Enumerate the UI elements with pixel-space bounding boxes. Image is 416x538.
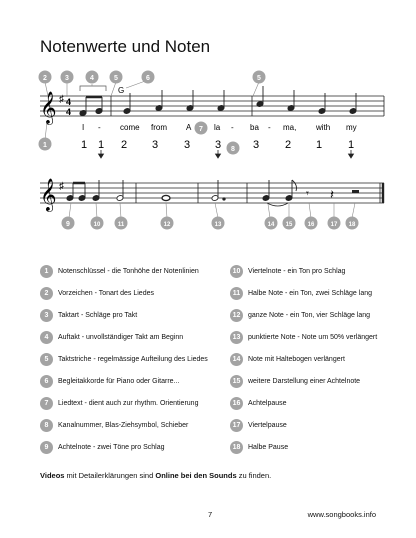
number-badge: 6 (40, 375, 53, 388)
number-badge: 15 (230, 375, 243, 388)
legend-item (230, 308, 370, 322)
svg-text:1: 1 (43, 142, 47, 149)
hole-number: 1 (316, 139, 323, 151)
callouts-line-2 (62, 217, 359, 230)
legend-text: Taktart - Schläge pro Takt (58, 311, 138, 319)
svg-text:3: 3 (65, 75, 69, 82)
treble-clef-icon: 𝄞 (40, 179, 57, 210)
measure-2-notes (256, 86, 357, 114)
callout-badge-14 (265, 217, 278, 230)
key-signature-sharp: ♯ (59, 94, 64, 105)
number-badge: 9 (40, 441, 53, 454)
svg-text:13: 13 (214, 222, 222, 228)
callout-badge-7 (39, 138, 52, 151)
number-badge: 8 (40, 419, 53, 432)
number-badge: 16 (230, 397, 243, 410)
lyric: I (82, 123, 85, 132)
number-badge: 11 (230, 287, 243, 300)
key-signature-sharp: ♯ (59, 181, 64, 192)
legend-item (40, 308, 137, 322)
legend-item (40, 352, 208, 366)
callout-badge-15 (283, 217, 296, 230)
number-badge: 18 (230, 441, 243, 454)
pickup-eighth-notes (79, 97, 103, 116)
svg-text:9: 9 (66, 221, 70, 228)
legend-item (40, 286, 154, 300)
svg-text:18: 18 (348, 222, 356, 228)
pickup-bracket (80, 86, 106, 91)
footnote (40, 471, 271, 480)
hole-number: 2 (285, 139, 292, 151)
harmonica-numbers (81, 139, 354, 151)
svg-text:5: 5 (114, 75, 118, 82)
svg-text:5: 5 (257, 75, 261, 82)
hole-number: 3 (215, 139, 222, 151)
legend-item (40, 264, 199, 278)
chord-symbol: G (118, 86, 125, 95)
number-badge: 4 (40, 331, 53, 344)
eighth-rest-icon: 𝄾 (306, 188, 309, 200)
footnote-videos: Videos (40, 471, 65, 480)
lyric: - (231, 123, 234, 132)
legend-text: Vorzeichen - Tonart des Liedes (58, 289, 154, 297)
legend-item (230, 418, 287, 432)
svg-text:6: 6 (146, 75, 150, 82)
lyric: with (316, 123, 331, 132)
svg-text:4: 4 (90, 75, 94, 82)
legend-text: Liedtext - dient auch zur rhythm. Orientierung (58, 399, 199, 407)
legend-text: Note mit Haltebogen verlängert (248, 355, 345, 363)
legend-item (40, 396, 198, 410)
lyric: my (346, 123, 357, 132)
legend-item (230, 330, 377, 344)
svg-text:14: 14 (267, 222, 275, 228)
hole-number: 2 (121, 139, 128, 151)
time-signature-top: 4 (66, 97, 72, 107)
number-badge: 12 (230, 309, 243, 322)
number-badge: 10 (230, 265, 243, 278)
legend-text: Taktstriche - regelmässige Aufteilung des Liedes (58, 355, 208, 363)
callout-badge-12 (161, 217, 174, 230)
legend-text: Viertelpause (248, 421, 287, 429)
hole-number: 3 (253, 139, 260, 151)
callout-badge-4 (110, 71, 123, 84)
lyric: - (268, 123, 271, 132)
legend-item (230, 396, 287, 410)
page-title: Notenwerte und Noten (40, 37, 211, 56)
callout-leaders-2 (69, 203, 355, 218)
svg-text:15: 15 (285, 222, 293, 228)
callout-badge-10 (91, 217, 104, 230)
svg-text:17: 17 (330, 222, 338, 228)
number-badge: 2 (40, 287, 53, 300)
callout-badge-13 (212, 217, 225, 230)
lyric: come (120, 123, 140, 132)
svg-text:7: 7 (199, 126, 203, 133)
number-badge: 5 (40, 353, 53, 366)
legend-text: Viertelnote - ein Ton pro Schlag (248, 267, 346, 275)
callout-badge-18 (346, 217, 359, 230)
legend-item (230, 264, 345, 278)
svg-text:12: 12 (163, 222, 171, 228)
lyric: - (98, 123, 101, 132)
legend-text: Achtelnote - zwei Töne pro Schlag (58, 443, 165, 451)
lyric: ba (250, 123, 259, 132)
legend-text: ganze Note - ein Ton, vier Schläge lang (248, 311, 371, 319)
callout-badge-2 (61, 71, 74, 84)
lyrics-line (82, 123, 357, 132)
legend-text: Kanalnummer, Blas-Ziehsymbol, Schieber (58, 421, 189, 429)
legend-text: punktierte Note - Note um 50% verlängert (248, 333, 378, 341)
footnote-online-link[interactable]: Online bei den Sounds (155, 471, 237, 480)
svg-text:8: 8 (231, 146, 235, 153)
callout-badge-11 (115, 217, 128, 230)
number-badge: 7 (40, 397, 53, 410)
legend-item (230, 286, 372, 300)
callout-badge-6 (253, 71, 266, 84)
website-link[interactable]: www.songbooks.info (307, 510, 376, 519)
number-badge: 1 (40, 265, 53, 278)
legend-text: Notenschlüssel - die Tonhöhe der Notenlinien (58, 267, 199, 275)
lyric: la (214, 123, 221, 132)
legend-item (40, 440, 165, 454)
callout-badge-1 (39, 71, 52, 84)
page-number: 7 (208, 510, 213, 519)
number-badge: 17 (230, 419, 243, 432)
legend-text: Begleitakkorde für Piano oder Gitarre... (58, 377, 180, 385)
legend-item (40, 418, 188, 432)
hole-number: 1 (348, 139, 355, 151)
legend-text: Achtelpause (248, 399, 287, 407)
legend-item (230, 352, 345, 366)
svg-text:10: 10 (93, 222, 101, 228)
hole-number: 3 (152, 139, 159, 151)
lyric: ma, (283, 123, 297, 132)
number-badge: 3 (40, 309, 53, 322)
callout-badge-3 (86, 71, 99, 84)
number-badge: 13 (230, 331, 243, 344)
footnote-end: zu finden. (236, 471, 272, 480)
svg-text:11: 11 (117, 222, 125, 228)
lyric: from (151, 123, 167, 132)
callout-badge-9 (227, 142, 240, 155)
quarter-rest-icon: 𝄽 (330, 187, 334, 202)
number-badge: 14 (230, 353, 243, 366)
callout-badge-16 (305, 217, 318, 230)
staff-line-1 (40, 96, 384, 116)
half-rest-icon (352, 190, 359, 193)
svg-text:16: 16 (307, 222, 315, 228)
legend-item (40, 330, 183, 344)
legend-item (230, 440, 288, 454)
callout-badge-17 (328, 217, 341, 230)
lyric: A (186, 123, 192, 132)
legend-text: Halbe Pause (248, 443, 289, 451)
svg-text:2: 2 (43, 75, 47, 82)
treble-clef-icon: 𝄞 (40, 92, 57, 123)
hole-number: 1 (81, 139, 88, 151)
legend-text: Auftakt - unvollständiger Takt am Beginn (58, 333, 184, 341)
legend-item (230, 374, 360, 388)
callout-badge-5 (142, 71, 155, 84)
time-signature-bottom: 4 (66, 107, 72, 117)
hole-number: 3 (184, 139, 191, 151)
sheet-music (0, 0, 416, 245)
callout-badge-9 (62, 217, 75, 230)
callout-badge-8 (195, 122, 208, 135)
hole-number: 1 (98, 139, 105, 151)
draw-arrow-icons (99, 150, 354, 158)
legend-item (40, 374, 179, 388)
footnote-text: mit Detailerklärungen sind (64, 471, 156, 480)
legend-text: weitere Darstellung einer Achtelnote (248, 377, 361, 385)
legend-text: Halbe Note - ein Ton, zwei Schläge lang (248, 289, 373, 297)
